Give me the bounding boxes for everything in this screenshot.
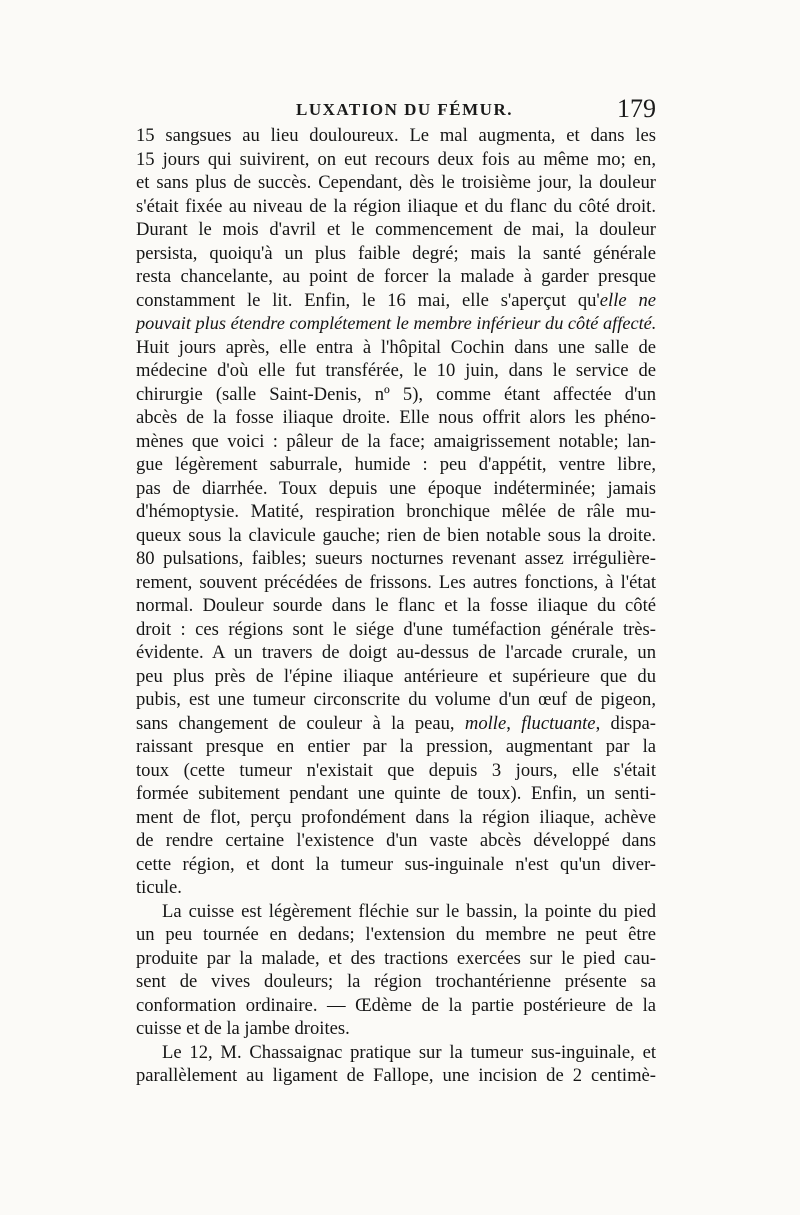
- text-line: de rendre certaine l'existence d'un vaste abcès développé dans: [136, 830, 656, 851]
- text-line-mixed: [136, 712, 656, 736]
- text-line: 15 jours qui suivirent, on eut recours deux fois au même mo; en,: [136, 148, 656, 170]
- text-line: évidente. A un travers de doigt au-dessus de l'arcade crurale, un: [136, 642, 656, 663]
- text-line: chirurgie (salle Saint-Denis, nº 5), comme étant affectée d'un: [136, 383, 656, 405]
- page-number: 179: [617, 94, 656, 123]
- text-line: conformation ordinaire. — Œdème de la partie postérieure de la: [136, 994, 656, 1016]
- text-line: s'était fixée au niveau de la région iliaque et du flanc du côté droit.: [136, 195, 656, 217]
- text-line: Huit jours après, elle entra à l'hôpital Cochin dans une salle de: [136, 336, 656, 358]
- text-line: ment de flot, perçu profondément dans la région iliaque, achève: [136, 806, 656, 828]
- text-line: normal. Douleur sourde dans le flanc et la fosse iliaque du côté: [136, 595, 656, 616]
- text-fragment: constamment le lit. Enfin, le 16 mai, elle s'aperçut qu': [136, 289, 600, 311]
- text-line: cette région, et dont la tumeur sus-inguinale n'est qu'un diver-: [136, 853, 656, 875]
- italic-fragment: elle ne: [599, 289, 656, 311]
- italic-fragment: fluctuante: [521, 712, 596, 734]
- text-line: abcès de la fosse iliaque droite. Elle nous offrit alors les phéno-: [136, 407, 656, 428]
- text-line: formée subitement pendant une quinte de toux). Enfin, un senti-: [136, 783, 656, 804]
- text-line: parallèlement au ligament de Fallope, une incision de 2 centimè-: [136, 1065, 656, 1086]
- text-fragment: , dispa-: [595, 712, 656, 734]
- text-line: sent de vives douleurs; la région trochantérienne présente sa: [136, 971, 656, 992]
- text-line: peu plus près de l'épine iliaque antérieure et supérieure que du: [136, 665, 656, 687]
- text-line: droit : ces régions sont le siége d'une tuméfaction générale très-: [136, 618, 656, 640]
- running-title: LUXATION DU FÉMUR.: [296, 100, 513, 119]
- text-line: Le 12, M. Chassaignac pratique sur la tumeur sus-inguinale, et: [162, 1041, 656, 1063]
- italic-fragment: molle: [464, 712, 507, 734]
- text-line: queux sous la clavicule gauche; rien de bien notable sous la droite.: [136, 524, 656, 546]
- text-line: cuisse et de la jambe droites.: [136, 1018, 350, 1039]
- text-line: ticule.: [136, 877, 182, 898]
- text-line: un peu tournée en dedans; l'extension du membre ne peut être: [136, 924, 656, 945]
- text-line: La cuisse est légèrement fléchie sur le bassin, la pointe du pied: [162, 900, 656, 922]
- text-line: d'hémoptysie. Matité, respiration bronchique mêlée de râle mu-: [136, 501, 656, 522]
- text-line: Durant le mois d'avril et le commencement de mai, la douleur: [136, 219, 656, 240]
- text-fragment: ,: [506, 712, 522, 734]
- text-line: resta chancelante, au point de forcer la malade à garder presque: [136, 266, 656, 287]
- text-line: et sans plus de succès. Cependant, dès le troisième jour, la douleur: [136, 172, 656, 193]
- text-line: gue légèrement saburrale, humide : peu d'appétit, ventre libre,: [136, 454, 656, 475]
- text-line-italic: pouvait plus étendre complétement le membre inférieur du côté affecté.: [136, 313, 657, 333]
- text-line-mixed: [136, 289, 656, 313]
- text-line: rement, souvent précédées de frissons. Les autres fonctions, à l'état: [136, 571, 656, 593]
- text-line: 80 pulsations, faibles; sueurs nocturnes revenant assez irrégulière-: [136, 548, 656, 569]
- text-fragment: sans changement de couleur à la peau,: [136, 712, 465, 734]
- text-line: raissant presque en entier par la pression, augmentant par la: [136, 736, 656, 757]
- text-line: mènes que voici : pâleur de la face; amaigrissement notable; lan-: [136, 430, 656, 452]
- text-line: persista, quoiqu'à un plus faible degré; mais la santé générale: [136, 242, 656, 264]
- text-line: produite par la malade, et des tractions exercées sur le pied cau-: [136, 947, 656, 969]
- text-line: pas de diarrhée. Toux depuis une époque indéterminée; jamais: [136, 477, 656, 499]
- page-header: [136, 96, 656, 126]
- text-line: 15 sangsues au lieu douloureux. Le mal augmenta, et dans les: [136, 125, 656, 146]
- body-text: [136, 124, 656, 1088]
- text-line: pubis, est une tumeur circonscrite du volume d'un œuf de pigeon,: [136, 689, 656, 710]
- text-line: médecine d'où elle fut transférée, le 10 juin, dans le service de: [136, 360, 656, 381]
- text-line: toux (cette tumeur n'existait que depuis 3 jours, elle s'était: [136, 759, 656, 781]
